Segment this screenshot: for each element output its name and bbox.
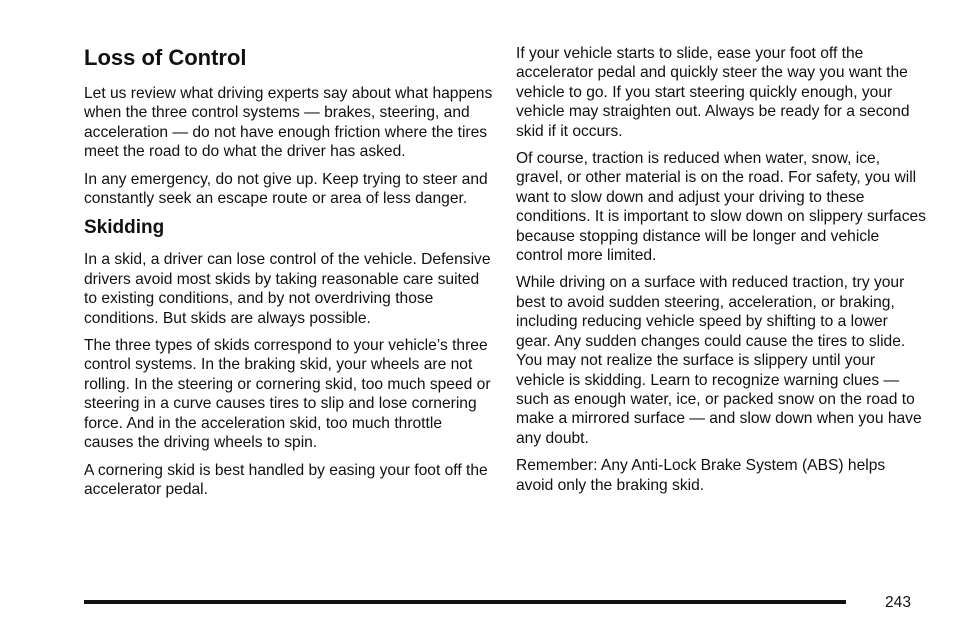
paragraph: Remember: Any Anti-Lock Brake System (ABS) helps avoid only the braking skid. xyxy=(516,457,886,494)
paragraph: Let us review what driving experts say about what happens when the three control systems — brakes, steering, and acceleration — do not have enough friction where the tires meet the road to do what the driver has asked. xyxy=(84,85,493,161)
footer-rule xyxy=(84,600,846,604)
paragraph: While driving on a surface with reduced traction, try your best to avoid sudden steering, acceleration, or braking, including reducing vehicle speed by shifting to a lower gear. Any sudden changes could cause the tires to slide. You may not realize the surface is slippery until your vehicle is skidding. Learn to recognize warning clues — such as enough water, ice, or packed snow on the road to make a mirrored surface — and slow down when you have any doubt. xyxy=(516,274,922,447)
paragraph: The three types of skids correspond to your vehicle’s three control systems. In the braking skid, your wheels are not rolling. In the steering or cornering skid, too much speed or steering in a curve causes tires to slip and lose cornering force. And in the acceleration skid, too much throttle causes the driving wheels to spin. xyxy=(84,337,491,452)
section-heading-loss-of-control: Loss of Control xyxy=(84,45,247,70)
paragraph: Of course, traction is reduced when water, snow, ice, gravel, or other material is on the road. For safety, you will want to slow down and adjust your driving to these conditions. It is important to slow down on slippery surfaces because stopping distance will be longer and vehicle control more limited. xyxy=(516,150,926,265)
page-number: 243 xyxy=(885,594,912,611)
left-column xyxy=(84,44,494,507)
paragraph: In a skid, a driver can lose control of the vehicle. Defensive drivers avoid most skids by taking reasonable care suited to existing conditions, and by not overdriving those conditions. But skids are always possible. xyxy=(84,251,491,327)
paragraph: In any emergency, do not give up. Keep trying to steer and constantly seek an escape route or area of less danger. xyxy=(84,170,488,208)
paragraph: If your vehicle starts to slide, ease your foot off the accelerator pedal and quickly steer the way you want the vehicle to go. If you start steering quickly enough, your vehicle may straighten out. Always be ready for a second skid if it occurs. xyxy=(516,45,910,140)
paragraph: A cornering skid is best handled by easing your foot off the accelerator pedal. xyxy=(84,461,488,498)
section-heading-skidding: Skidding xyxy=(84,217,165,239)
right-column xyxy=(516,44,926,503)
